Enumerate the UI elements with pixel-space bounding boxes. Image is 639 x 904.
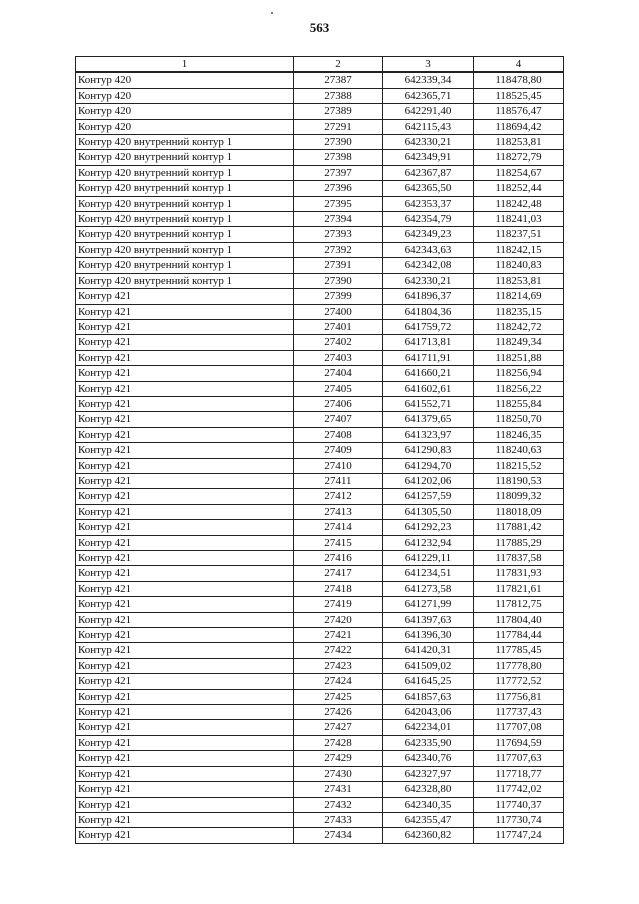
contour-name-cell: Контур 421 [76, 720, 294, 735]
table-row [76, 612, 564, 627]
contour-name-cell: Контур 420 внутренний контур 1 [76, 196, 294, 211]
contour-name-cell: Контур 421 [76, 535, 294, 550]
x-coordinate-cell: 642349,23 [383, 227, 474, 242]
x-coordinate-cell: 641257,59 [383, 489, 474, 504]
table-row [76, 689, 564, 704]
contour-name-cell: Контур 421 [76, 828, 294, 843]
y-coordinate-cell: 117737,43 [474, 705, 564, 720]
page-number: 563 [309, 20, 330, 35]
y-coordinate-cell: 118252,44 [474, 181, 564, 196]
y-coordinate-cell: 117837,58 [474, 551, 564, 566]
contour-name-cell: Контур 421 [76, 458, 294, 473]
y-coordinate-cell: 117778,80 [474, 658, 564, 673]
table-row [76, 165, 564, 180]
contour-name-cell: Контур 421 [76, 396, 294, 411]
point-number-cell: 27388 [294, 88, 383, 103]
point-number-cell: 27387 [294, 72, 383, 88]
table-row [76, 658, 564, 673]
y-coordinate-cell: 118576,47 [474, 104, 564, 119]
y-coordinate-cell: 117742,02 [474, 782, 564, 797]
contour-name-cell: Контур 420 [76, 72, 294, 88]
table-row [76, 566, 564, 581]
contour-name-cell: Контур 420 внутренний контур 1 [76, 150, 294, 165]
y-coordinate-cell: 117831,93 [474, 566, 564, 581]
contour-name-cell: Контур 421 [76, 520, 294, 535]
table-row [76, 628, 564, 643]
point-number-cell: 27421 [294, 628, 383, 643]
table-row [76, 797, 564, 812]
point-number-cell: 27417 [294, 566, 383, 581]
point-number-cell: 27391 [294, 258, 383, 273]
table-row [76, 458, 564, 473]
x-coordinate-cell: 642330,21 [383, 273, 474, 288]
x-coordinate-cell: 642330,21 [383, 135, 474, 150]
x-coordinate-cell: 641804,36 [383, 304, 474, 319]
y-coordinate-cell: 117821,61 [474, 581, 564, 596]
point-number-cell: 27428 [294, 735, 383, 750]
table-row [76, 581, 564, 596]
column-header: 4 [474, 57, 564, 73]
y-coordinate-cell: 118241,03 [474, 212, 564, 227]
contour-name-cell: Контур 421 [76, 658, 294, 673]
point-number-cell: 27434 [294, 828, 383, 843]
y-coordinate-cell: 118256,94 [474, 366, 564, 381]
point-number-cell: 27402 [294, 335, 383, 350]
table-row [76, 319, 564, 334]
contour-name-cell: Контур 420 внутренний контур 1 [76, 242, 294, 257]
y-coordinate-cell: 118190,53 [474, 473, 564, 488]
contour-name-cell: Контур 421 [76, 381, 294, 396]
x-coordinate-cell: 642340,35 [383, 797, 474, 812]
x-coordinate-cell: 642327,97 [383, 766, 474, 781]
table-row [76, 751, 564, 766]
point-number-cell: 27412 [294, 489, 383, 504]
point-number-cell: 27426 [294, 705, 383, 720]
x-coordinate-cell: 641232,94 [383, 535, 474, 550]
table-row [76, 643, 564, 658]
table-row [76, 104, 564, 119]
x-coordinate-cell: 642340,76 [383, 751, 474, 766]
x-coordinate-cell: 641294,70 [383, 458, 474, 473]
table-row [76, 135, 564, 150]
table-row [76, 412, 564, 427]
point-number-cell: 27392 [294, 242, 383, 257]
y-coordinate-cell: 118246,35 [474, 427, 564, 442]
table-row [76, 705, 564, 720]
point-number-cell: 27425 [294, 689, 383, 704]
y-coordinate-cell: 118018,09 [474, 504, 564, 519]
table-row [76, 227, 564, 242]
contour-name-cell: Контур 421 [76, 705, 294, 720]
x-coordinate-cell: 641552,71 [383, 396, 474, 411]
x-coordinate-cell: 641379,65 [383, 412, 474, 427]
coordinates-table [75, 56, 564, 844]
table-body [76, 72, 564, 843]
table-row [76, 212, 564, 227]
y-coordinate-cell: 118242,15 [474, 242, 564, 257]
point-number-cell: 27409 [294, 443, 383, 458]
y-coordinate-cell: 118253,81 [474, 135, 564, 150]
point-number-cell: 27396 [294, 181, 383, 196]
point-number-cell: 27404 [294, 366, 383, 381]
table-row [76, 504, 564, 519]
point-number-cell: 27410 [294, 458, 383, 473]
point-number-cell: 27433 [294, 812, 383, 827]
x-coordinate-cell: 641273,58 [383, 581, 474, 596]
x-coordinate-cell: 641396,30 [383, 628, 474, 643]
contour-name-cell: Контур 421 [76, 473, 294, 488]
contour-name-cell: Контур 421 [76, 797, 294, 812]
contour-name-cell: Контур 421 [76, 581, 294, 596]
x-coordinate-cell: 641323,97 [383, 427, 474, 442]
table-row [76, 304, 564, 319]
point-number-cell: 27424 [294, 674, 383, 689]
contour-name-cell: Контур 420 [76, 104, 294, 119]
point-number-cell: 27415 [294, 535, 383, 550]
x-coordinate-cell: 641896,37 [383, 289, 474, 304]
x-coordinate-cell: 642353,37 [383, 196, 474, 211]
contour-name-cell: Контур 421 [76, 412, 294, 427]
x-coordinate-cell: 641509,02 [383, 658, 474, 673]
contour-name-cell: Контур 421 [76, 443, 294, 458]
y-coordinate-cell: 118235,15 [474, 304, 564, 319]
contour-name-cell: Контур 421 [76, 812, 294, 827]
table-row [76, 396, 564, 411]
y-coordinate-cell: 117756,81 [474, 689, 564, 704]
table-row [76, 289, 564, 304]
contour-name-cell: Контур 421 [76, 319, 294, 334]
table-row [76, 258, 564, 273]
contour-name-cell: Контур 421 [76, 766, 294, 781]
table-row [76, 273, 564, 288]
y-coordinate-cell: 117747,24 [474, 828, 564, 843]
x-coordinate-cell: 641713,81 [383, 335, 474, 350]
table-row [76, 551, 564, 566]
point-number-cell: 27432 [294, 797, 383, 812]
contour-name-cell: Контур 421 [76, 350, 294, 365]
table-row [76, 88, 564, 103]
point-number-cell: 27407 [294, 412, 383, 427]
point-number-cell: 27411 [294, 473, 383, 488]
point-number-cell: 27427 [294, 720, 383, 735]
contour-name-cell: Контур 421 [76, 427, 294, 442]
x-coordinate-cell: 642360,82 [383, 828, 474, 843]
y-coordinate-cell: 118099,32 [474, 489, 564, 504]
x-coordinate-cell: 642367,87 [383, 165, 474, 180]
contour-name-cell: Контур 421 [76, 735, 294, 750]
y-coordinate-cell: 117885,29 [474, 535, 564, 550]
table-row [76, 828, 564, 843]
header-row [76, 57, 564, 73]
y-coordinate-cell: 117881,42 [474, 520, 564, 535]
y-coordinate-cell: 118214,69 [474, 289, 564, 304]
contour-name-cell: Контур 421 [76, 504, 294, 519]
contour-name-cell: Контур 420 внутренний контур 1 [76, 273, 294, 288]
table-row [76, 72, 564, 88]
x-coordinate-cell: 642291,40 [383, 104, 474, 119]
point-number-cell: 27291 [294, 119, 383, 134]
table-row [76, 766, 564, 781]
table-row [76, 242, 564, 257]
point-number-cell: 27416 [294, 551, 383, 566]
x-coordinate-cell: 641711,91 [383, 350, 474, 365]
x-coordinate-cell: 641420,31 [383, 643, 474, 658]
point-number-cell: 27430 [294, 766, 383, 781]
contour-name-cell: Контур 420 внутренний контур 1 [76, 212, 294, 227]
contour-name-cell: Контур 421 [76, 674, 294, 689]
x-coordinate-cell: 642349,91 [383, 150, 474, 165]
contour-name-cell: Контур 420 [76, 119, 294, 134]
y-coordinate-cell: 117707,08 [474, 720, 564, 735]
table-row [76, 196, 564, 211]
x-coordinate-cell: 641292,23 [383, 520, 474, 535]
point-number-cell: 27403 [294, 350, 383, 365]
x-coordinate-cell: 642365,50 [383, 181, 474, 196]
contour-name-cell: Контур 421 [76, 628, 294, 643]
point-number-cell: 27393 [294, 227, 383, 242]
x-coordinate-cell: 641759,72 [383, 319, 474, 334]
point-number-cell: 27414 [294, 520, 383, 535]
table-row [76, 381, 564, 396]
y-coordinate-cell: 118694,42 [474, 119, 564, 134]
point-number-cell: 27408 [294, 427, 383, 442]
contour-name-cell: Контур 420 внутренний контур 1 [76, 181, 294, 196]
table-row [76, 181, 564, 196]
point-number-cell: 27405 [294, 381, 383, 396]
y-coordinate-cell: 118240,83 [474, 258, 564, 273]
x-coordinate-cell: 642355,47 [383, 812, 474, 827]
contour-name-cell: Контур 421 [76, 751, 294, 766]
contour-name-cell: Контур 421 [76, 289, 294, 304]
y-coordinate-cell: 118255,84 [474, 396, 564, 411]
table-row [76, 443, 564, 458]
table-row [76, 489, 564, 504]
x-coordinate-cell: 641857,63 [383, 689, 474, 704]
x-coordinate-cell: 641271,99 [383, 597, 474, 612]
table-row [76, 427, 564, 442]
x-coordinate-cell: 641602,61 [383, 381, 474, 396]
table-row [76, 782, 564, 797]
table-row [76, 150, 564, 165]
y-coordinate-cell: 117784,44 [474, 628, 564, 643]
y-coordinate-cell: 118250,70 [474, 412, 564, 427]
y-coordinate-cell: 118525,45 [474, 88, 564, 103]
x-coordinate-cell: 642328,80 [383, 782, 474, 797]
x-coordinate-cell: 642115,43 [383, 119, 474, 134]
x-coordinate-cell: 641290,83 [383, 443, 474, 458]
y-coordinate-cell: 117707,63 [474, 751, 564, 766]
point-number-cell: 27400 [294, 304, 383, 319]
point-number-cell: 27422 [294, 643, 383, 658]
contour-name-cell: Контур 421 [76, 612, 294, 627]
y-coordinate-cell: 117718,77 [474, 766, 564, 781]
table-row [76, 335, 564, 350]
x-coordinate-cell: 642335,90 [383, 735, 474, 750]
point-number-cell: 27394 [294, 212, 383, 227]
y-coordinate-cell: 118253,81 [474, 273, 564, 288]
y-coordinate-cell: 118249,34 [474, 335, 564, 350]
contour-name-cell: Контур 421 [76, 689, 294, 704]
scan-speck [271, 12, 273, 14]
point-number-cell: 27420 [294, 612, 383, 627]
column-header: 1 [76, 57, 294, 73]
table-row [76, 720, 564, 735]
point-number-cell: 27429 [294, 751, 383, 766]
x-coordinate-cell: 642343,63 [383, 242, 474, 257]
y-coordinate-cell: 118272,79 [474, 150, 564, 165]
point-number-cell: 27401 [294, 319, 383, 334]
contour-name-cell: Контур 421 [76, 782, 294, 797]
y-coordinate-cell: 118237,51 [474, 227, 564, 242]
point-number-cell: 27418 [294, 581, 383, 596]
x-coordinate-cell: 642339,34 [383, 72, 474, 88]
y-coordinate-cell: 118256,22 [474, 381, 564, 396]
x-coordinate-cell: 641305,50 [383, 504, 474, 519]
table-row [76, 520, 564, 535]
contour-name-cell: Контур 421 [76, 566, 294, 581]
table-row [76, 597, 564, 612]
x-coordinate-cell: 642043,06 [383, 705, 474, 720]
y-coordinate-cell: 118215,52 [474, 458, 564, 473]
table-row [76, 350, 564, 365]
contour-name-cell: Контур 420 внутренний контур 1 [76, 258, 294, 273]
point-number-cell: 27406 [294, 396, 383, 411]
x-coordinate-cell: 642234,01 [383, 720, 474, 735]
point-number-cell: 27423 [294, 658, 383, 673]
point-number-cell: 27431 [294, 782, 383, 797]
contour-name-cell: Контур 421 [76, 304, 294, 319]
contour-name-cell: Контур 421 [76, 597, 294, 612]
table-row [76, 735, 564, 750]
contour-name-cell: Контур 421 [76, 551, 294, 566]
table-row [76, 119, 564, 134]
y-coordinate-cell: 118251,88 [474, 350, 564, 365]
table-row [76, 366, 564, 381]
point-number-cell: 27399 [294, 289, 383, 304]
y-coordinate-cell: 117730,74 [474, 812, 564, 827]
x-coordinate-cell: 641202,06 [383, 473, 474, 488]
point-number-cell: 27390 [294, 135, 383, 150]
x-coordinate-cell: 641397,63 [383, 612, 474, 627]
x-coordinate-cell: 642342,08 [383, 258, 474, 273]
table-row [76, 812, 564, 827]
y-coordinate-cell: 118242,72 [474, 319, 564, 334]
y-coordinate-cell: 118478,80 [474, 72, 564, 88]
y-coordinate-cell: 117804,40 [474, 612, 564, 627]
y-coordinate-cell: 118254,67 [474, 165, 564, 180]
x-coordinate-cell: 641234,51 [383, 566, 474, 581]
y-coordinate-cell: 117812,75 [474, 597, 564, 612]
x-coordinate-cell: 642354,79 [383, 212, 474, 227]
contour-name-cell: Контур 421 [76, 489, 294, 504]
contour-name-cell: Контур 420 внутренний контур 1 [76, 135, 294, 150]
point-number-cell: 27398 [294, 150, 383, 165]
column-header: 3 [383, 57, 474, 73]
contour-name-cell: Контур 421 [76, 643, 294, 658]
table-row [76, 535, 564, 550]
table-row [76, 473, 564, 488]
y-coordinate-cell: 118242,48 [474, 196, 564, 211]
y-coordinate-cell: 117785,45 [474, 643, 564, 658]
contour-name-cell: Контур 421 [76, 366, 294, 381]
contour-name-cell: Контур 420 внутренний контур 1 [76, 165, 294, 180]
table-row [76, 674, 564, 689]
y-coordinate-cell: 117740,37 [474, 797, 564, 812]
x-coordinate-cell: 641660,21 [383, 366, 474, 381]
contour-name-cell: Контур 420 внутренний контур 1 [76, 227, 294, 242]
x-coordinate-cell: 641645,25 [383, 674, 474, 689]
contour-name-cell: Контур 420 [76, 88, 294, 103]
point-number-cell: 27397 [294, 165, 383, 180]
column-header: 2 [294, 57, 383, 73]
point-number-cell: 27419 [294, 597, 383, 612]
contour-name-cell: Контур 421 [76, 335, 294, 350]
x-coordinate-cell: 641229,11 [383, 551, 474, 566]
point-number-cell: 27413 [294, 504, 383, 519]
point-number-cell: 27389 [294, 104, 383, 119]
y-coordinate-cell: 118240,63 [474, 443, 564, 458]
point-number-cell: 27390 [294, 273, 383, 288]
y-coordinate-cell: 117772,52 [474, 674, 564, 689]
y-coordinate-cell: 117694,59 [474, 735, 564, 750]
x-coordinate-cell: 642365,71 [383, 88, 474, 103]
point-number-cell: 27395 [294, 196, 383, 211]
